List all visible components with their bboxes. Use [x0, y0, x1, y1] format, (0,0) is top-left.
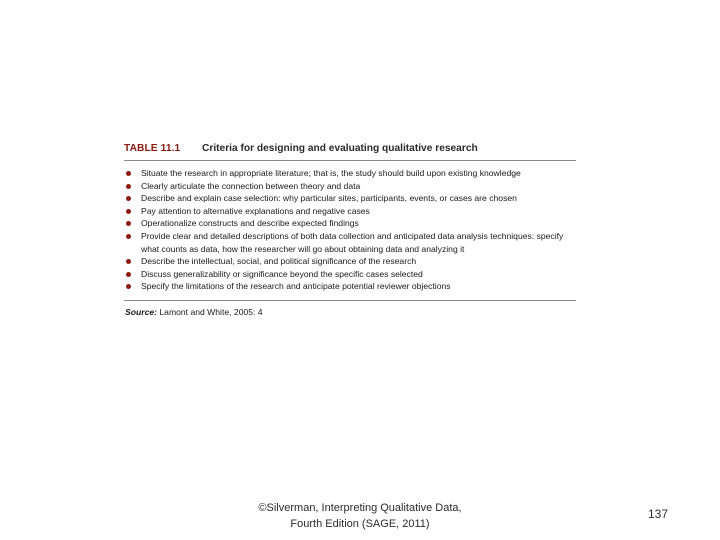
list-item	[124, 217, 576, 230]
list-item	[124, 167, 576, 180]
bullet-icon	[126, 272, 131, 277]
criteria-table	[124, 143, 576, 317]
citation-line-1: ©Silverman, Interpreting Qualitative Data,	[258, 502, 462, 514]
table-label: TABLE 11.1	[124, 143, 181, 154]
table-caption: Criteria for designing and evaluating qualitative research	[202, 143, 478, 154]
list-item-text: Describe the intellectual, social, and political significance of the research	[141, 256, 417, 267]
source-text: Lamont and White, 2005: 4	[159, 306, 263, 317]
list-item-text: Discuss generalizability or significance beyond the specific cases selected	[141, 268, 423, 279]
bullet-icon	[126, 234, 131, 239]
list-item	[124, 230, 576, 255]
bullet-icon	[126, 259, 131, 264]
source-label: Source:	[125, 306, 157, 317]
bullet-icon	[126, 221, 131, 226]
bullet-icon	[126, 196, 131, 201]
table-source	[124, 301, 576, 317]
list-item-text: Operationalize constructs and describe expected findings	[141, 218, 359, 229]
bullet-icon	[126, 209, 131, 214]
footer-citation	[200, 500, 520, 532]
list-item-text: Clearly articulate the connection between theory and data	[141, 180, 361, 191]
list-item-text: Specify the limitations of the research and anticipate potential reviewer objections	[141, 281, 451, 292]
list-item-text: Situate the research in appropriate literature; that is, the study should build upon existing knowledge	[141, 168, 521, 178]
list-item	[124, 180, 576, 193]
bullet-icon	[126, 284, 131, 289]
list-item	[124, 192, 576, 205]
table-header	[124, 143, 576, 161]
bullet-icon	[126, 171, 131, 176]
bullet-icon	[126, 184, 131, 189]
citation-line-2: Fourth Edition (SAGE, 2011)	[290, 518, 430, 530]
list-item-text: Provide clear and detailed descriptions of both data collection and anticipated data analysis techniques: specify what counts as data, how the researcher will go about obtaining data and analyzing it	[141, 230, 564, 254]
list-item	[124, 280, 576, 293]
page-number: 137	[648, 507, 669, 521]
list-item	[124, 268, 576, 281]
list-item	[124, 255, 576, 268]
list-item-text: Describe and explain case selection: why particular sites, participants, events, or cases are chosen	[141, 193, 517, 204]
list-item-text: Pay attention to alternative explanations and negative cases	[141, 205, 370, 216]
criteria-list	[124, 161, 576, 293]
list-item	[124, 205, 576, 218]
